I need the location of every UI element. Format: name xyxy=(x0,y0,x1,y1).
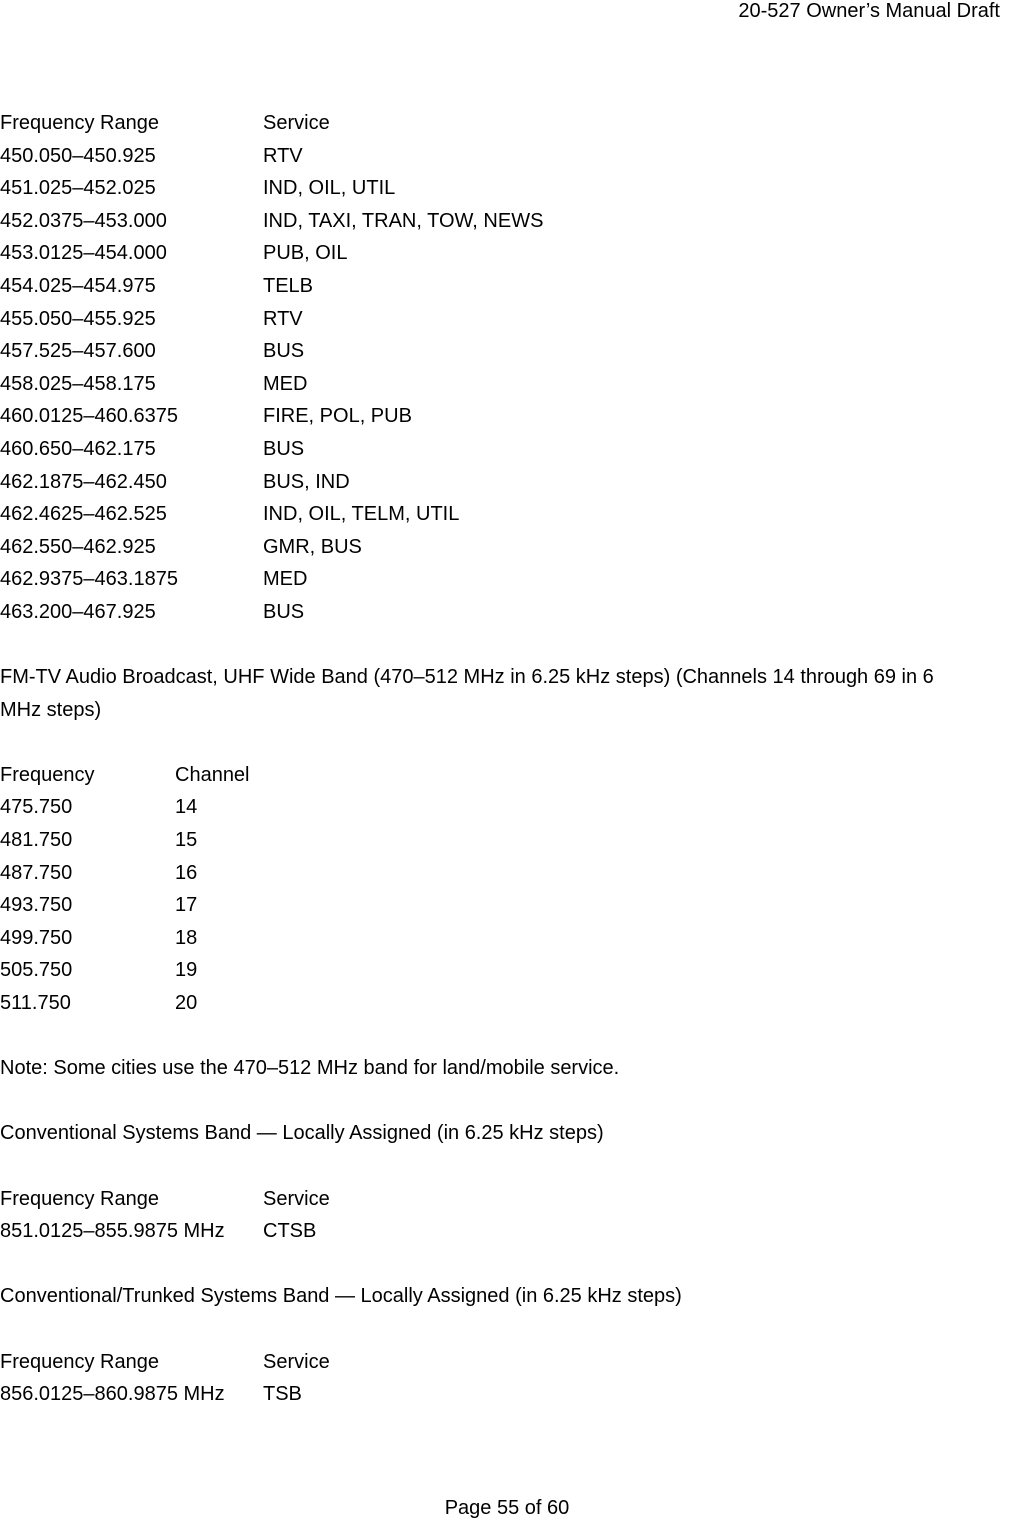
table-row xyxy=(0,498,1014,531)
ctsb-header-service: Service xyxy=(263,1187,330,1210)
service-cell: IND, OIL, UTIL xyxy=(263,177,396,200)
frequency-cell: 462.4625–462.525 xyxy=(0,503,167,526)
fmtv-title-text: MHz steps) xyxy=(0,698,102,721)
spacer xyxy=(0,1150,1014,1183)
frequency-cell: 454.025–454.975 xyxy=(0,274,156,297)
table2-header-channel: Channel xyxy=(175,763,250,786)
service-cell: BUS xyxy=(263,340,305,363)
note-text: Note: Some cities use the 470–512 MHz band for land/mobile service. xyxy=(0,1057,620,1080)
table2-header-frequency: Frequency xyxy=(0,763,95,786)
table-row xyxy=(0,563,1014,596)
spacer xyxy=(0,629,1014,662)
frequency-cell: 451.025–452.025 xyxy=(0,177,156,200)
service-cell: MED xyxy=(263,372,308,395)
fmtv-section-title-line1 xyxy=(0,661,1014,694)
spacer xyxy=(0,1248,1014,1281)
spacer xyxy=(0,1313,1014,1346)
frequency-cell: 457.525–457.600 xyxy=(0,340,156,363)
service-cell: FIRE, POL, PUB xyxy=(263,405,412,428)
table-row xyxy=(0,172,1014,205)
service-cell: BUS xyxy=(263,600,305,623)
frequency-cell: 856.0125–860.9875 MHz xyxy=(0,1383,225,1406)
frequency-cell: 462.550–462.925 xyxy=(0,535,156,558)
ctsb-header-row xyxy=(0,1183,1014,1216)
table-row xyxy=(0,140,1014,173)
tsb-title-text: Conventional/Trunked Systems Band — Locally Assigned (in 6.25 kHz steps) xyxy=(0,1285,682,1308)
table-row xyxy=(0,205,1014,238)
frequency-cell: 462.1875–462.450 xyxy=(0,470,167,493)
note-paragraph xyxy=(0,1052,1014,1085)
frequency-cell: 453.0125–454.000 xyxy=(0,242,167,265)
tsb-header-service: Service xyxy=(263,1350,330,1373)
frequency-cell: 511.750 xyxy=(0,992,71,1015)
channel-cell: 15 xyxy=(175,829,198,852)
table-row xyxy=(0,791,1014,824)
table1-header-service: Service xyxy=(263,112,330,134)
frequency-cell: 463.200–467.925 xyxy=(0,600,156,623)
spacer xyxy=(0,1020,1014,1053)
channel-cell: 17 xyxy=(175,894,198,917)
table-row xyxy=(0,596,1014,629)
table-row xyxy=(0,824,1014,857)
frequency-cell: 450.050–450.925 xyxy=(0,144,156,167)
table-row xyxy=(0,857,1014,890)
table-row xyxy=(0,922,1014,955)
service-cell: CTSB xyxy=(263,1220,317,1243)
tsb-header-frequency: Frequency Range xyxy=(0,1350,159,1373)
table-row xyxy=(0,368,1014,401)
spacer xyxy=(0,726,1014,759)
channel-cell: 19 xyxy=(175,959,198,982)
frequency-cell: 475.750 xyxy=(0,796,73,819)
table-row xyxy=(0,335,1014,368)
frequency-cell: 851.0125–855.9875 MHz xyxy=(0,1220,225,1243)
service-cell: PUB, OIL xyxy=(263,242,348,265)
tsb-section-title xyxy=(0,1280,1014,1313)
frequency-cell: 462.9375–463.1875 xyxy=(0,568,178,591)
service-cell: GMR, BUS xyxy=(263,535,362,558)
ctsb-section-title xyxy=(0,1117,1014,1150)
page-content xyxy=(0,107,1014,1411)
table2-header-row xyxy=(0,759,1014,792)
table1-header-frequency: Frequency Range xyxy=(0,112,159,134)
frequency-cell: 455.050–455.925 xyxy=(0,307,156,330)
table1-header-row xyxy=(0,107,1014,140)
table-row xyxy=(0,270,1014,303)
service-cell: IND, OIL, TELM, UTIL xyxy=(263,503,460,526)
channel-cell: 14 xyxy=(175,796,198,819)
service-cell: TELB xyxy=(263,274,314,297)
tsb-header-row xyxy=(0,1346,1014,1379)
service-cell: BUS, IND xyxy=(263,470,350,493)
table-row xyxy=(0,954,1014,987)
frequency-cell: 493.750 xyxy=(0,894,73,917)
frequency-cell: 499.750 xyxy=(0,926,73,949)
spacer xyxy=(0,1085,1014,1118)
frequency-cell: 487.750 xyxy=(0,861,73,884)
table-row xyxy=(0,303,1014,336)
service-cell: RTV xyxy=(263,144,303,167)
frequency-cell: 481.750 xyxy=(0,829,73,852)
service-cell: RTV xyxy=(263,307,303,330)
fmtv-section-title-line2 xyxy=(0,694,1014,727)
table-row xyxy=(0,1378,1014,1411)
channel-cell: 20 xyxy=(175,992,198,1015)
table-row xyxy=(0,889,1014,922)
table-row xyxy=(0,466,1014,499)
fmtv-title-text: FM-TV Audio Broadcast, UHF Wide Band (470–512 MHz in 6.25 kHz steps) (Channels 14 through 69 in 6 xyxy=(0,666,934,689)
frequency-cell: 460.650–462.175 xyxy=(0,437,156,460)
channel-cell: 18 xyxy=(175,926,198,949)
ctsb-header-frequency: Frequency Range xyxy=(0,1187,159,1210)
service-cell: BUS xyxy=(263,437,305,460)
frequency-cell: 458.025–458.175 xyxy=(0,372,156,395)
page-number: Page 55 of 60 xyxy=(444,1497,570,1519)
service-cell: IND, TAXI, TRAN, TOW, NEWS xyxy=(263,209,544,232)
table-row xyxy=(0,433,1014,466)
frequency-cell: 505.750 xyxy=(0,959,73,982)
document-header: 20-527 Owner’s Manual Draft xyxy=(738,0,1000,22)
frequency-cell: 460.0125–460.6375 xyxy=(0,405,178,428)
channel-cell: 16 xyxy=(175,861,198,884)
ctsb-title-text: Conventional Systems Band — Locally Assigned (in 6.25 kHz steps) xyxy=(0,1122,604,1145)
table-row xyxy=(0,531,1014,564)
frequency-cell: 452.0375–453.000 xyxy=(0,209,167,232)
service-cell: MED xyxy=(263,568,308,591)
table-row xyxy=(0,1215,1014,1248)
table-row xyxy=(0,237,1014,270)
table-row xyxy=(0,987,1014,1020)
service-cell: TSB xyxy=(263,1383,302,1406)
table-row xyxy=(0,400,1014,433)
